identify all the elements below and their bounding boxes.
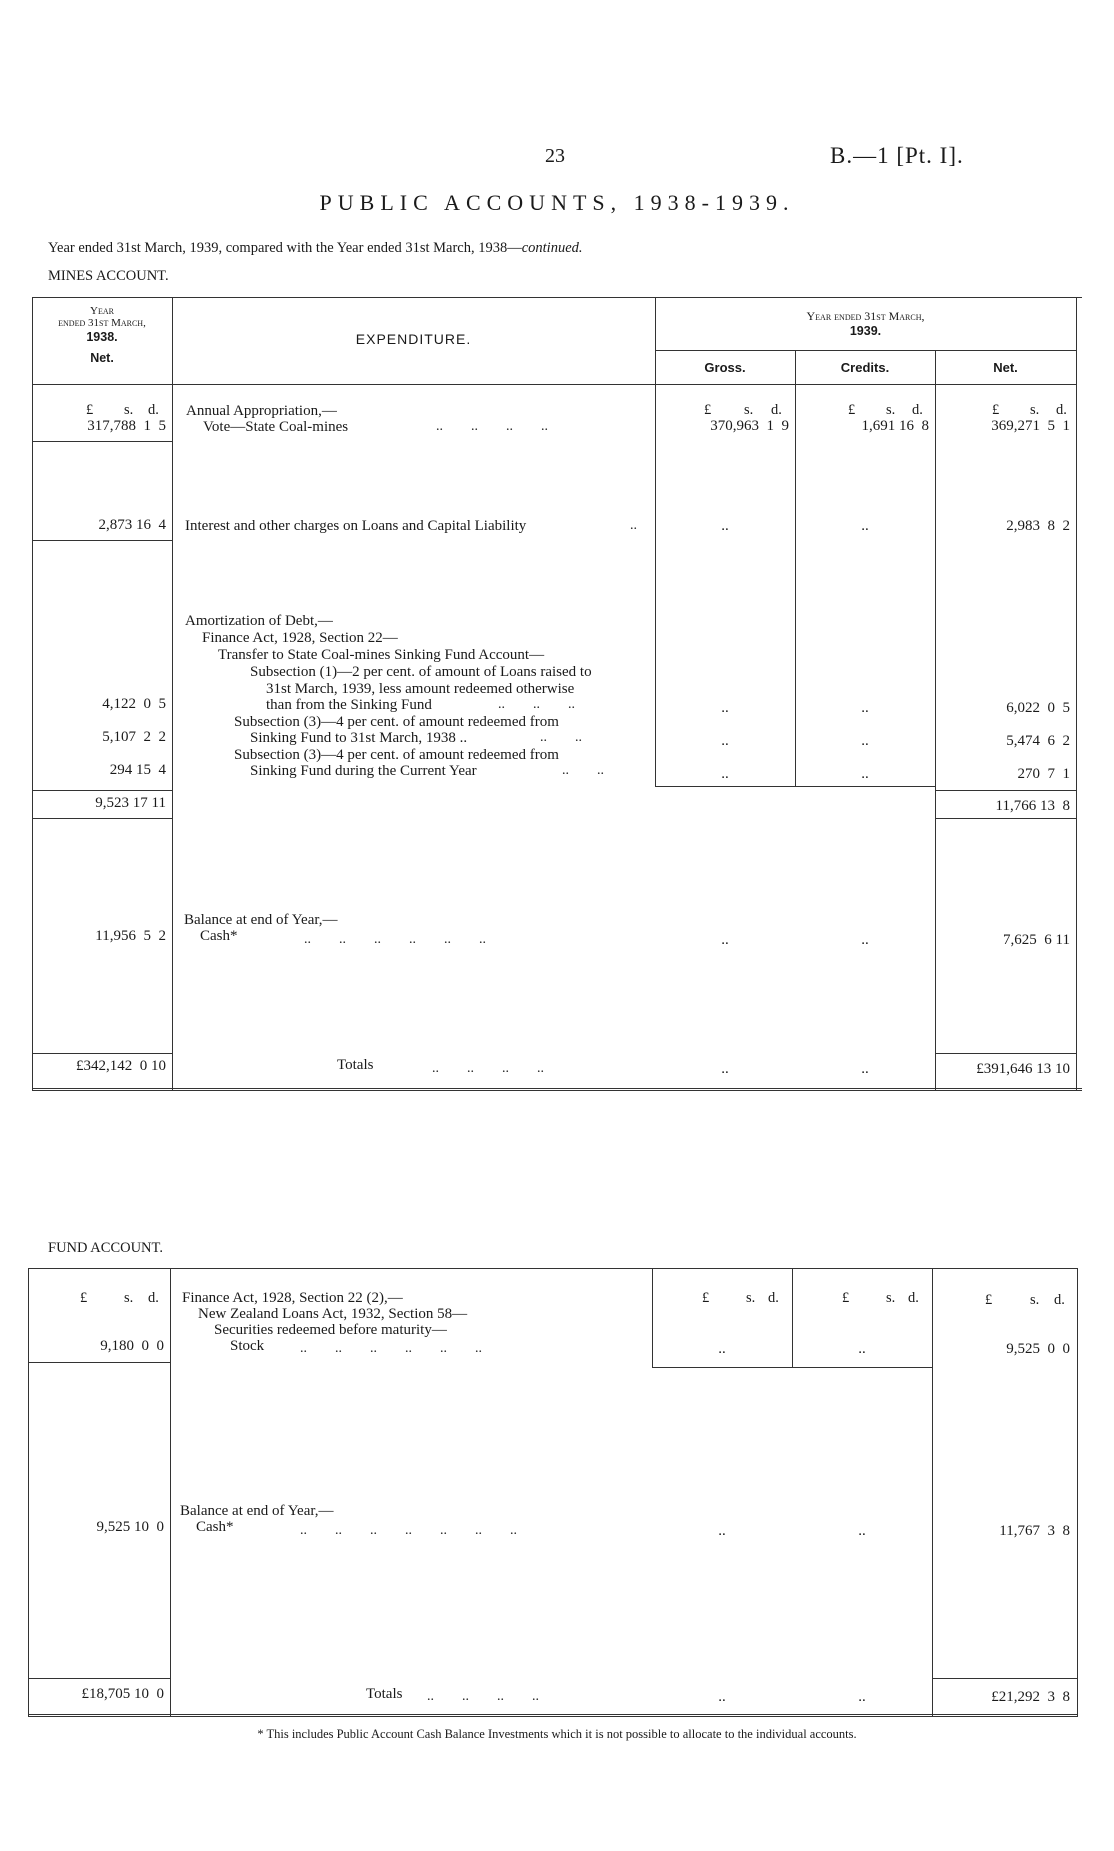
prev-net-total: £18,705 10 0 <box>81 1686 164 1702</box>
prev-net-value: 4,122 0 5 <box>102 696 166 712</box>
credits-value: .. <box>858 1523 866 1539</box>
header-credits: Credits. <box>840 360 890 375</box>
gross-value: .. <box>721 733 729 749</box>
prev-net-subtotal: 9,523 17 11 <box>95 795 166 811</box>
unit-pound: £ <box>80 1290 88 1306</box>
rule <box>32 441 172 442</box>
item-label: Annual Appropriation,— <box>186 403 337 419</box>
unit-shilling: s. <box>886 402 896 418</box>
rule <box>170 1268 171 1716</box>
header-gross: Gross. <box>704 360 746 375</box>
item-label: Interest and other charges on Loans and Capital Liability <box>185 518 527 534</box>
unit-pound: £ <box>992 402 1000 418</box>
document-reference: B.—1 [Pt. I]. <box>830 143 964 168</box>
unit-shilling: s. <box>746 1290 756 1306</box>
net-total: £391,646 13 10 <box>976 1061 1070 1077</box>
rule <box>32 297 33 1090</box>
rule <box>795 350 796 787</box>
subtitle-main: Year ended 31st March, 1939, compared with the Year ended 31st March, 1938— <box>48 240 522 256</box>
unit-pence: d. <box>912 402 923 418</box>
credits-total: .. <box>861 1061 869 1077</box>
credits-value: 1,691 16 8 <box>861 418 929 434</box>
gross-value: .. <box>721 932 729 948</box>
credits-value: .. <box>861 518 869 534</box>
unit-shilling: s. <box>744 402 754 418</box>
item-label: Finance Act, 1928, Section 22 (2),— <box>182 1290 403 1306</box>
rule <box>32 540 172 541</box>
gross-value: .. <box>718 1341 726 1357</box>
page-title: PUBLIC ACCOUNTS, 1938-1939. <box>319 190 795 215</box>
rule <box>652 1367 932 1368</box>
header-year-prev-l3: 1938. <box>86 330 118 344</box>
mines-account-title: MINES ACCOUNT. <box>48 268 169 284</box>
unit-pence: d. <box>148 1290 159 1306</box>
net-value: 270 7 1 <box>1017 766 1070 782</box>
net-value: 369,271 5 1 <box>991 418 1070 434</box>
gross-total: .. <box>721 1061 729 1077</box>
credits-value: .. <box>861 766 869 782</box>
unit-shilling: s. <box>1030 1292 1040 1308</box>
page-number: 23 <box>545 145 565 167</box>
net-value: 9,525 0 0 <box>1006 1341 1070 1357</box>
header-net: Net. <box>993 360 1018 375</box>
rule <box>935 1053 1076 1054</box>
credits-value: .. <box>861 932 869 948</box>
unit-shilling: s. <box>886 1290 896 1306</box>
fund-table-frame <box>28 1268 1078 1717</box>
rule <box>28 1268 29 1716</box>
header-year-prev-l2: ended 31st March, <box>58 317 146 329</box>
unit-pence: d. <box>768 1290 779 1306</box>
item-label: than from the Sinking Fund <box>266 697 432 713</box>
net-subtotal: 11,766 13 8 <box>995 798 1070 814</box>
item-label: Stock <box>230 1338 265 1354</box>
prev-net-value: 9,180 0 0 <box>100 1338 164 1354</box>
prev-net-value: 294 15 4 <box>109 762 166 778</box>
item-label: Vote—State Coal-mines <box>203 419 349 435</box>
rule <box>932 1678 1077 1679</box>
unit-pence: d. <box>1056 402 1067 418</box>
item-label: Finance Act, 1928, Section 22— <box>202 630 398 646</box>
unit-shilling: s. <box>1030 402 1040 418</box>
item-label: Sinking Fund during the Current Year <box>250 763 477 779</box>
subtitle <box>48 240 583 257</box>
item-label: Securities redeemed before maturity— <box>214 1322 447 1338</box>
item-label: Amortization of Debt,— <box>185 613 333 629</box>
item-label: Balance at end of Year,— <box>184 912 338 928</box>
header-year-cur-l1: Year ended 31st March, <box>806 309 925 323</box>
rule <box>655 350 1076 351</box>
item-label: Balance at end of Year,— <box>180 1503 334 1519</box>
rule <box>28 1678 170 1679</box>
prev-net-value: 9,525 10 0 <box>96 1519 164 1535</box>
unit-pence: d. <box>148 402 159 418</box>
rule <box>32 818 172 819</box>
unit-pence: d. <box>1054 1292 1065 1308</box>
gross-total: .. <box>718 1689 726 1705</box>
rule <box>935 790 1076 791</box>
credits-value: .. <box>861 733 869 749</box>
net-value: 2,983 8 2 <box>1006 518 1070 534</box>
unit-shilling: s. <box>124 1290 134 1306</box>
item-label: Transfer to State Coal-mines Sinking Fund Account— <box>218 647 545 663</box>
net-total: £21,292 3 8 <box>991 1689 1070 1705</box>
net-value: 7,625 6 11 <box>1003 932 1070 948</box>
item-label: Subsection (3)—4 per cent. of amount redeemed from <box>234 714 559 730</box>
rule <box>935 818 1076 819</box>
gross-value: .. <box>721 518 729 534</box>
rule <box>32 1053 172 1054</box>
item-label: Cash* <box>196 1519 234 1535</box>
item-label: Sinking Fund to 31st March, 1938 .. <box>250 730 468 746</box>
prev-net-value: 11,956 5 2 <box>95 928 166 944</box>
unit-pence: d. <box>771 402 782 418</box>
header-expenditure: EXPENDITURE. <box>355 331 472 347</box>
rule <box>1077 1268 1078 1716</box>
item-label: 31st March, 1939, less amount redeemed otherwise <box>266 681 575 697</box>
prev-net-total: £342,142 0 10 <box>76 1058 166 1074</box>
rule <box>172 297 173 1090</box>
unit-pound: £ <box>86 402 94 418</box>
item-label: Subsection (1)—2 per cent. of amount of Loans raised to <box>250 664 592 680</box>
unit-shilling: s. <box>124 402 134 418</box>
footnote: * This includes Public Account Cash Balance Investments which it is not possible to allocate to the individual accounts. <box>257 1727 857 1741</box>
credits-value: .. <box>858 1341 866 1357</box>
rule <box>932 1268 933 1716</box>
header-year-prev-l1: Year <box>90 305 114 317</box>
net-value: 6,022 0 5 <box>1006 700 1070 716</box>
rule <box>28 1362 170 1363</box>
rule <box>32 384 1076 385</box>
subtitle-continued: continued. <box>521 240 583 256</box>
prev-net-value: 317,788 1 5 <box>87 418 166 434</box>
header-year-cur-l2: 1939. <box>849 324 882 338</box>
fund-account-title: FUND ACCOUNT. <box>48 1240 163 1256</box>
prev-net-value: 5,107 2 2 <box>102 729 166 745</box>
totals-label: Totals <box>337 1057 374 1073</box>
credits-total: .. <box>858 1689 866 1705</box>
item-label: New Zealand Loans Act, 1932, Section 58— <box>198 1306 468 1322</box>
unit-pence: d. <box>908 1290 919 1306</box>
unit-pound: £ <box>842 1290 850 1306</box>
rule <box>655 786 936 787</box>
unit-pound: £ <box>702 1290 710 1306</box>
unit-pound: £ <box>848 402 856 418</box>
item-label: Cash* <box>200 928 238 944</box>
rule <box>1076 297 1077 1090</box>
gross-value: 370,963 1 9 <box>710 418 789 434</box>
rule <box>935 350 936 1090</box>
gross-value: .. <box>718 1523 726 1539</box>
prev-net-value: 2,873 16 4 <box>98 517 166 533</box>
item-label: Subsection (3)—4 per cent. of amount redeemed from <box>234 747 559 763</box>
unit-pound: £ <box>704 402 712 418</box>
net-value: 11,767 3 8 <box>999 1523 1070 1539</box>
totals-label: Totals <box>366 1686 403 1702</box>
credits-value: .. <box>861 700 869 716</box>
gross-value: .. <box>721 766 729 782</box>
gross-value: .. <box>721 700 729 716</box>
rule <box>32 790 172 791</box>
unit-pound: £ <box>985 1292 993 1308</box>
net-value: 5,474 6 2 <box>1006 733 1070 749</box>
header-year-prev-net: Net. <box>90 351 114 365</box>
